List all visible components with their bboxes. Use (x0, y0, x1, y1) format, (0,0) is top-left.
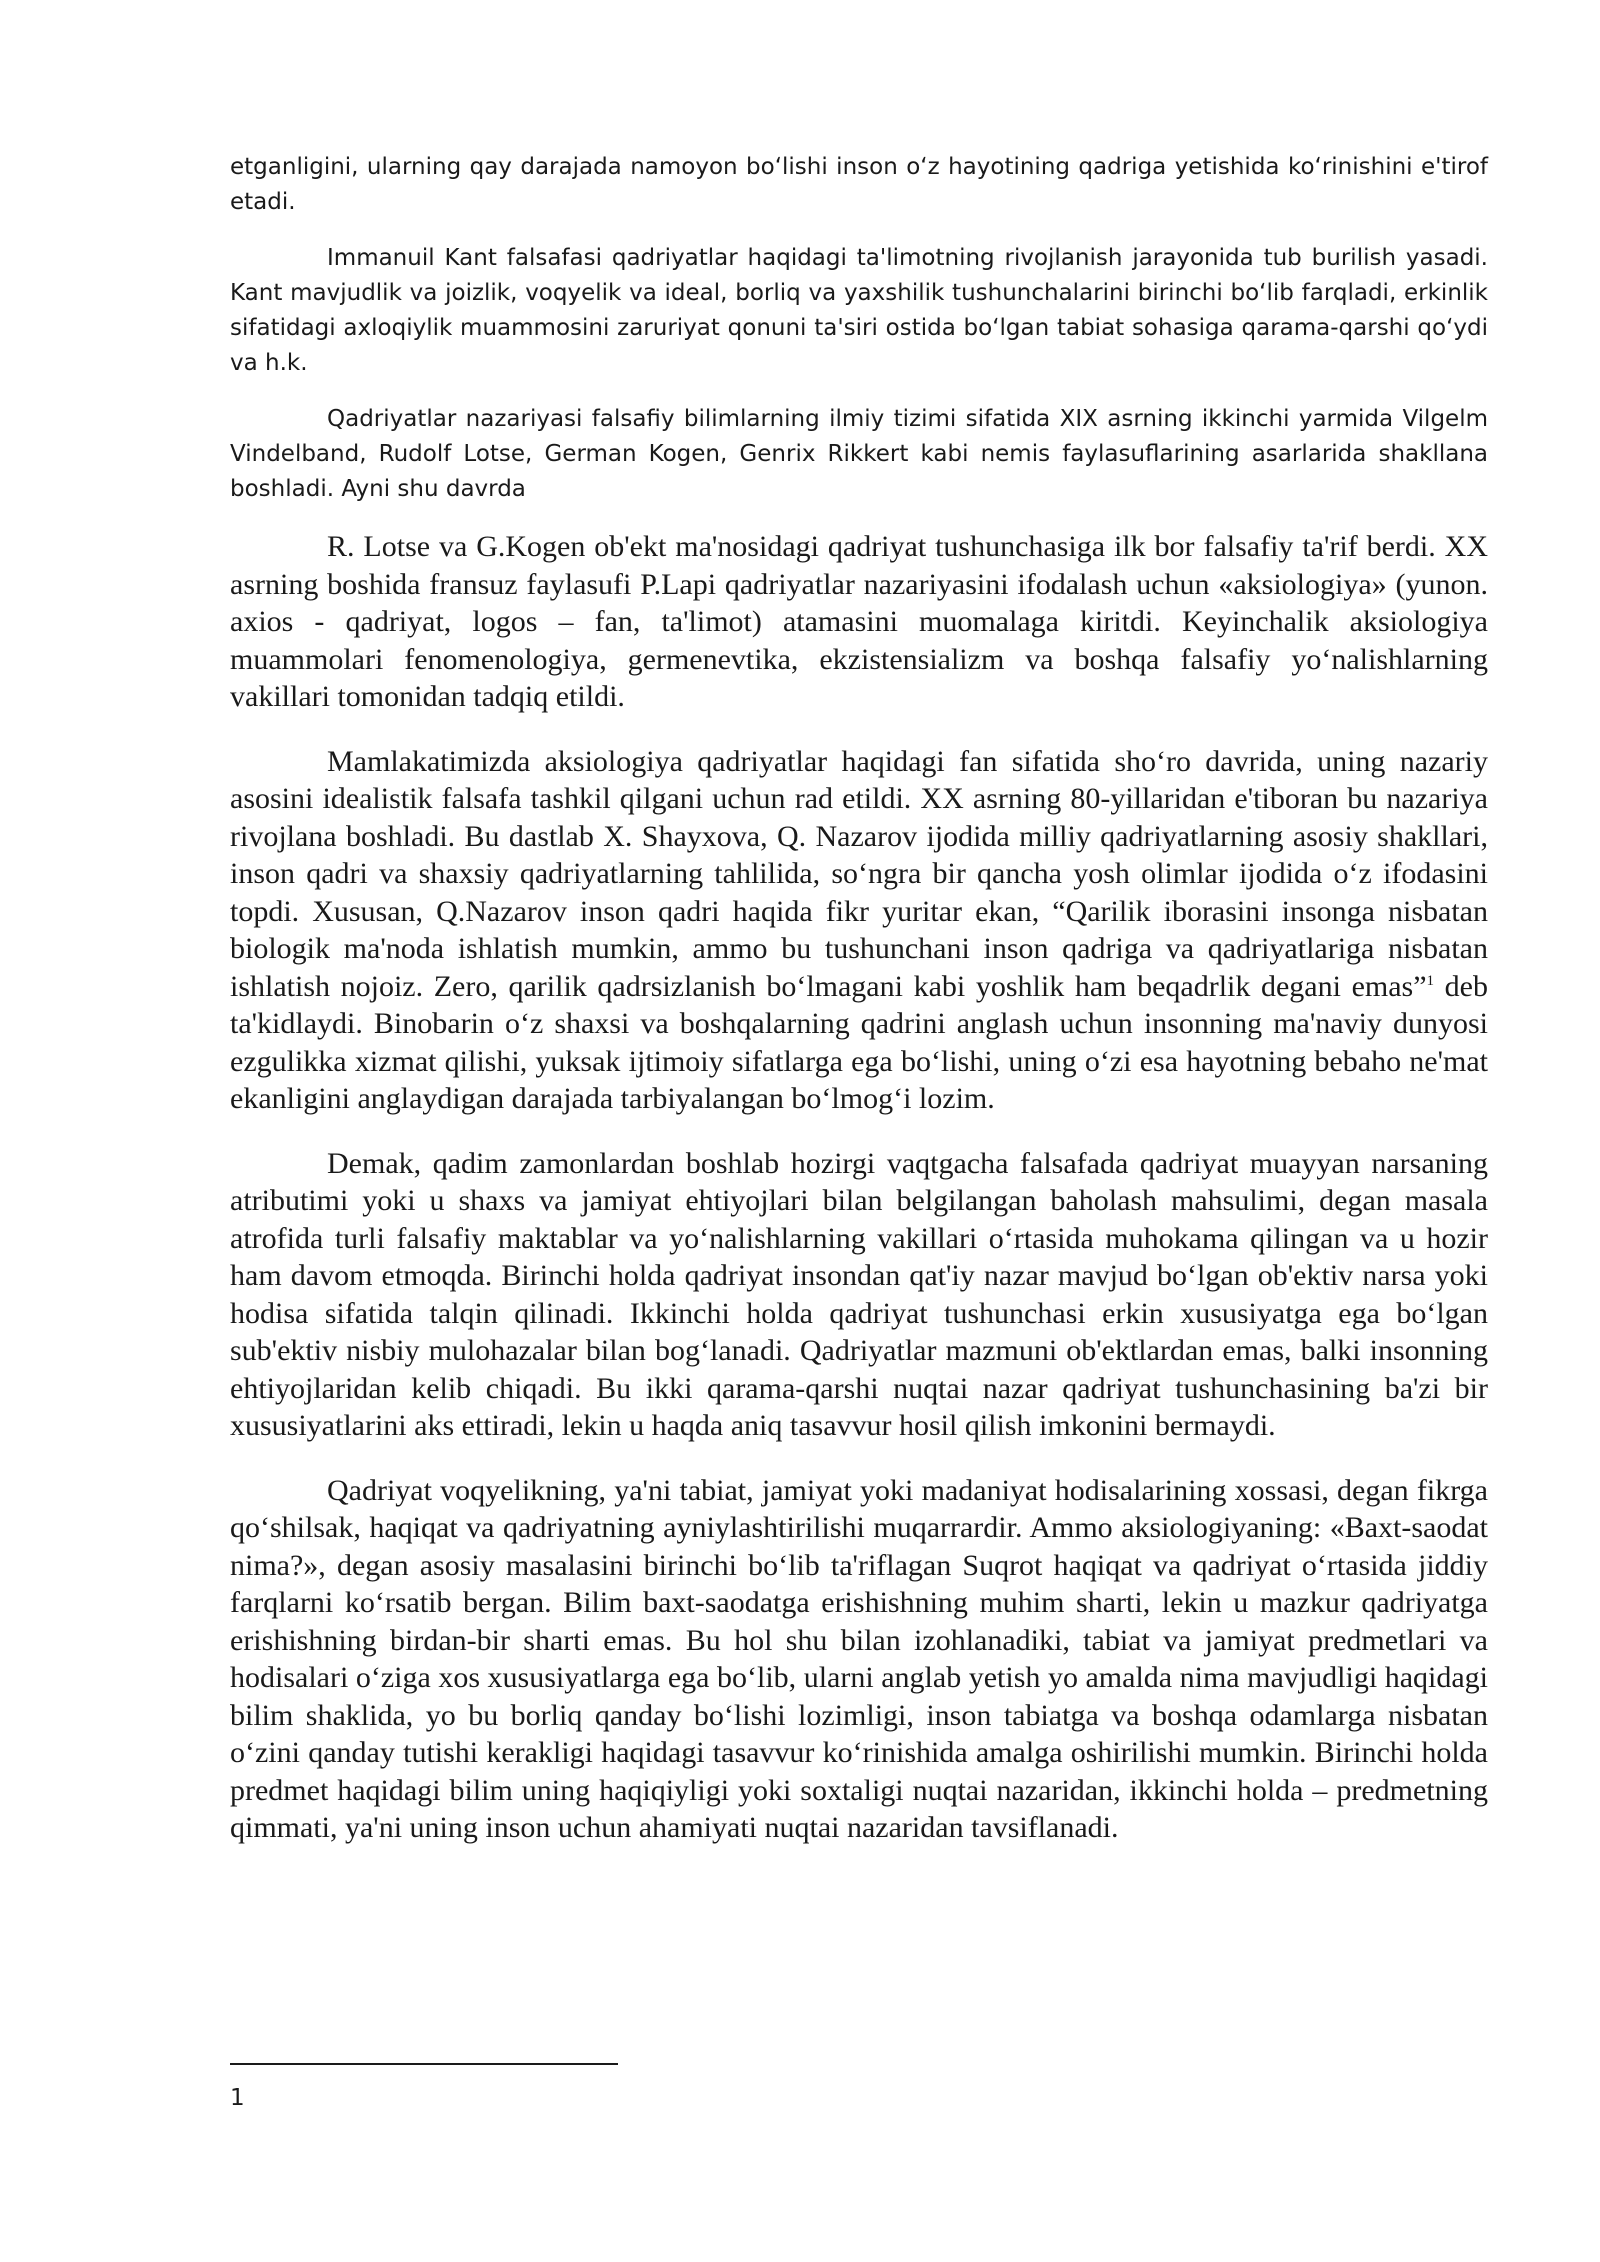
body-text (230, 150, 1488, 1847)
paragraph-uzbekistan-text: Mamlakatimizda aksiologiya qadriyatlar haqidagi fan sifatida shoʻro davrida, uning nazariy asosini idealistik falsafa tashkil qilgani uchun rad etildi. XX asrning 80-yillaridan e'tiboran bu nazariya rivojlana boshladi. Bu dastlab X. Shayxova, Q. Nazarov ijodida milliy qadriyatlarning asosiy shakllari, inson qadri va shaxsiy qadriyatlarning tahlilida, soʻngra bir qancha yosh olimlar ijodida oʻz ifodasini topdi. Xususan, Q.Nazarov inson qadri haqida fikr yuritar ekan, “Qarilik iborasini insonga nisbatan biologik ma'noda ishlatish mumkin, ammo bu tushunchani inson qadriga va qadriyatlariga nisbatan ishlatish nojoiz. Zero, qarilik qadrsizlanish boʻlmagani kabi yoshlik ham beqadrlik degani emas” (230, 744, 1488, 1003)
paragraph-kant: Immanuil Kant falsafasi qadriyatlar haqidagi ta'limotning rivojlanish jarayonida tub burilish yasadi. Kant mavjudlik va joizlik, voqyelik va ideal, borliq va yaxshilik tushunchalarini birinchi boʻlib farqladi, erkinlik sifatidagi axloqiylik muammosini zaruriyat qonuni ta'siri ostida boʻlgan tabiat sohasiga qarama-qarshi qoʻydi va h.k. (230, 245, 1488, 376)
paragraph-continuation: etganligini, ularning qay darajada namoyon boʻlishi inson oʻz hayotining qadriga yetishida koʻrinishini e'tirof etadi. (230, 154, 1488, 215)
paragraph-demak: Demak, qadim zamonlardan boshlab hozirgi vaqtgacha falsafada qadriyat muayyan narsaning atributimi yoki u shaxs va jamiyat ehtiyojlari bilan belgilangan baholash mahsulimi, degan masala atrofida turli falsafiy maktablar va yoʻnalishlarning vakillari oʻrtasida muhokama qilingan va u hozir ham davom etmoqda. Birinchi holda qadriyat insondan qat'iy nazar mavjud boʻlgan ob'ektiv narsa yoki hodisa sifatida talqin qilinadi. Ikkinchi holda qadriyat tushunchasi erkin xususiyatga ega boʻlgan sub'ektiv nisbiy mulohazalar bilan bogʻlanadi. Qadriyatlar mazmuni ob'ektlardan emas, balki insonning ehtiyojlaridan kelib chiqadi. Bu ikki qarama-qarshi nuqtai nazar qadriyat tushunchasining ba'zi bir xususiyatlarini aks ettiradi, lekin u haqda aniq tasavvur hosil qilish imkonini bermaydi. (230, 1146, 1488, 1442)
footnote-separator (230, 2063, 618, 2065)
paragraph-reality: Qadriyat voqyelikning, ya'ni tabiat, jamiyat yoki madaniyat hodisalarining xossasi, degan fikrga qoʻshilsak, haqiqat va qadriyatning ayniylashtirilishi muqarrardir. Ammo aksiologiyaning: «Baxt-saodat nima?», degan asosiy masalasini birinchi boʻlib ta'riflagan Suqrot haqiqat va qadriyat oʻrtasida jiddiy farqlarni koʻrsatib bergan. Bilim baxt-saodatga erishishning muhim sharti, lekin u mazkur qadriyatga erishishning birdan-bir sharti emas. Bu hol shu bilan izohlanadiki, tabiat va jamiyat predmetlari va hodisalari oʻziga xos xususiyatlarga ega boʻlib, ularni anglab yetish yo amalda nima mavjudligi haqidagi bilim shaklida, yo bu borliq qanday boʻlishi lozimligi, inson tabiatga va boshqa odamlarga nisbatan oʻzini qanday tutishi kerakligi haqidagi tasavvur koʻrinishida amalga oshirilishi mumkin. Birinchi holda predmet haqidagi bilim uning haqiqiyligi yoki soxtaligi nuqtai nazaridan, ikkinchi holda – predmetning qimmati, ya'ni uning inson uchun ahamiyati nuqtai nazaridan tavsiflanadi. (230, 1473, 1488, 1844)
paragraph-value-theory: Qadriyatlar nazariyasi falsafiy bilimlarning ilmiy tizimi sifatida XIX asrning ikkinchi yarmida Vilgelm Vindelband, Rudolf Lotse, German Kogen, Genrix Rikkert kabi nemis faylasuflarining asarlarida shakllana boshladi. Ayni shu davrda (230, 406, 1488, 502)
footnote-reference[interactable]: 1 (1426, 972, 1435, 989)
footnote-number: 1 (230, 2085, 245, 2111)
paragraph-axiology: R. Lotse va G.Kogen ob'ekt ma'nosidagi qadriyat tushunchasiga ilk bor falsafiy ta'rif berdi. XX asrning boshida fransuz faylasufi P.Lapi qadriyatlar nazariyasini ifodalash uchun «aksiologiya» (yunon. axios - qadriyat, logos – fan, ta'limot) atamasini muomalaga kiritdi. Keyinchalik aksiologiya muammolari fenomenologiya, germenevtika, ekzistensializm va boshqa falsafiy yoʻnalishlarning vakillari tomonidan tadqiq etildi. (230, 530, 1488, 713)
paragraph-uzbekistan (230, 743, 1488, 1118)
paragraph-uzbekistan-text-cont: deb ta'kidlaydi. Binobarin oʻz shaxsi va boshqalarning qadrini anglash uchun insonning ma'naviy dunyosi ezgulikka xizmat qilishi, yuksak ijtimoiy sifatlarga ega boʻlishi, uning oʻzi esa hayotning bebaho ne'mat ekanligini anglaydigan darajada tarbiyalangan boʻlmogʻi lozim. (230, 969, 1488, 1115)
